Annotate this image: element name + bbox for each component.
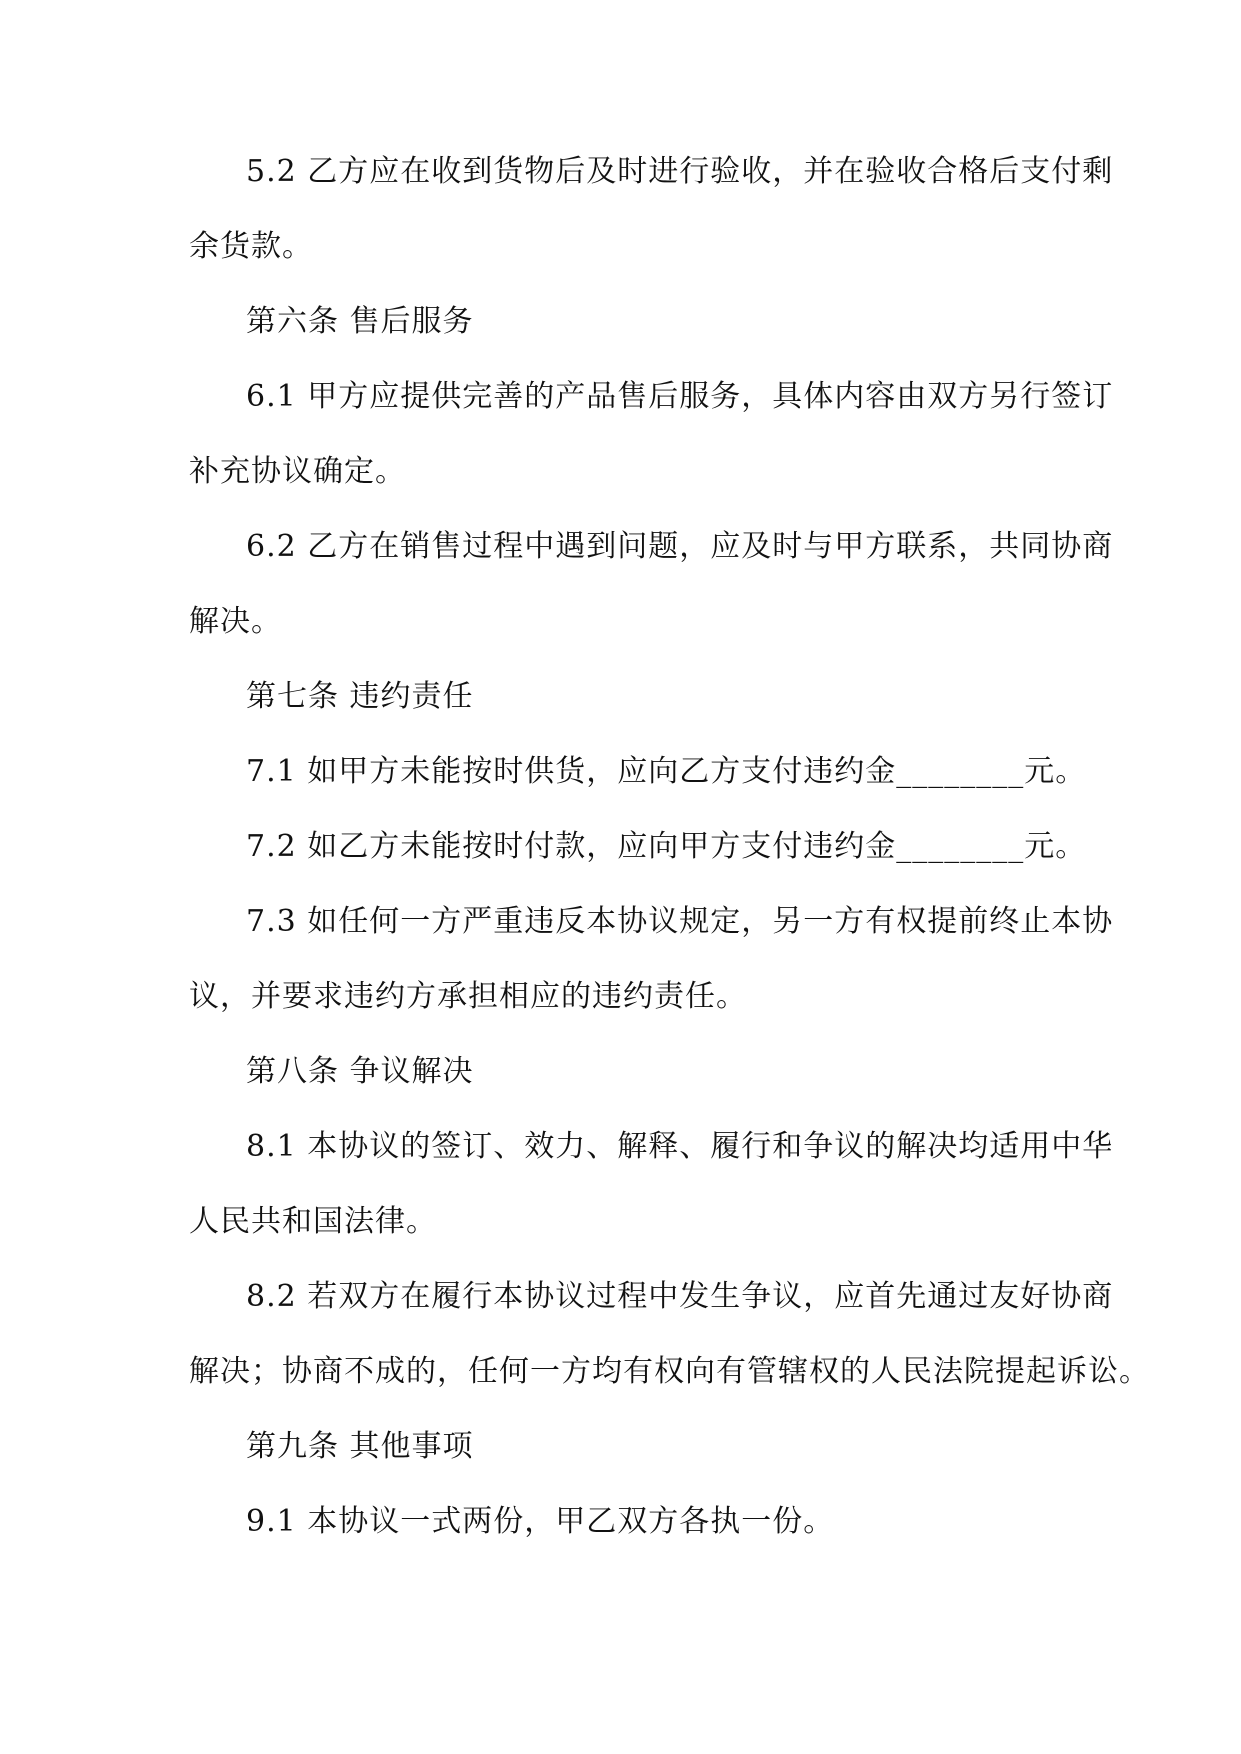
clause-7-3-line-2: 议，并要求违约方承担相应的违约责任。	[189, 979, 747, 1014]
clause-8-2-line-1: 8.2 若双方在履行本协议过程中发生争议，应首先通过友好协商	[246, 1279, 1114, 1314]
article-8-heading: 第八条 争议解决	[246, 1054, 474, 1089]
clause-6-1-line-2: 补充协议确定。	[189, 454, 406, 489]
clause-7-1: 7.1 如甲方未能按时供货，应向乙方支付违约金________元。	[246, 754, 1087, 789]
article-9-heading: 第九条 其他事项	[246, 1429, 474, 1464]
clause-6-1-line-1: 6.1 甲方应提供完善的产品售后服务，具体内容由双方另行签订	[246, 379, 1114, 414]
clause-8-1-line-1: 8.1 本协议的签订、效力、解释、履行和争议的解决均适用中华	[246, 1129, 1114, 1164]
clause-5-2-line-1: 5.2 乙方应在收到货物后及时进行验收，并在验收合格后支付剩	[246, 154, 1114, 189]
clause-5-2-line-2: 余货款。	[189, 229, 313, 264]
clause-6-2-line-1: 6.2 乙方在销售过程中遇到问题，应及时与甲方联系，共同协商	[246, 529, 1114, 564]
clause-6-2-line-2: 解决。	[189, 604, 282, 639]
article-6-heading: 第六条 售后服务	[246, 304, 474, 339]
clause-7-2: 7.2 如乙方未能按时付款，应向甲方支付违约金________元。	[246, 829, 1087, 864]
article-7-heading: 第七条 违约责任	[246, 679, 474, 714]
clause-7-3-line-1: 7.3 如任何一方严重违反本协议规定，另一方有权提前终止本协	[246, 904, 1114, 939]
clause-8-2-line-2: 解决；协商不成的，任何一方均有权向有管辖权的人民法院提起诉讼。	[189, 1354, 1150, 1389]
clause-8-1-line-2: 人民共和国法律。	[189, 1204, 437, 1239]
clause-9-1: 9.1 本协议一式两份，甲乙双方各执一份。	[246, 1504, 835, 1539]
